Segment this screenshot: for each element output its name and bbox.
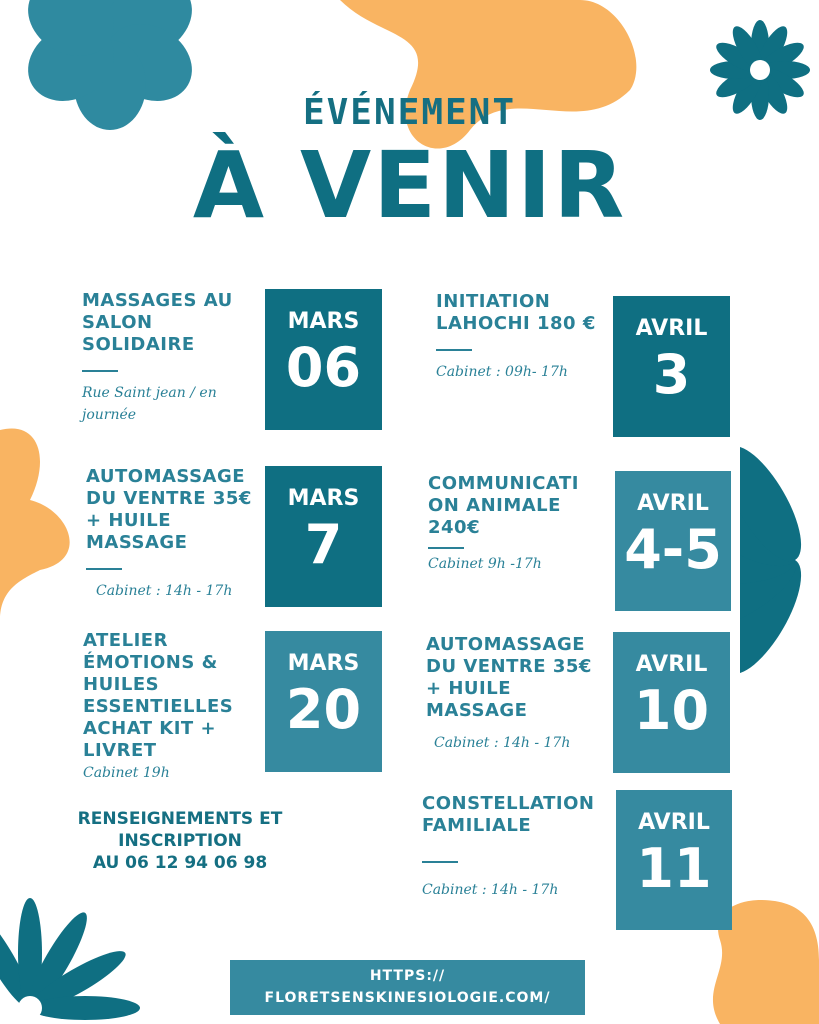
date-box — [616, 790, 732, 930]
event-detail: Cabinet : 14h - 17h — [422, 882, 559, 898]
date-day: 11 — [636, 837, 712, 900]
flower-decoration-bottom-left — [0, 880, 160, 1024]
url-line-2: FLORETSENSKINESIOLOGIE.COM/ — [264, 990, 551, 1006]
title-line-1: ÉVÉNEMENT — [302, 92, 517, 133]
event-title: AUTOMASSAGE DU VENTRE 35€ + HUILE MASSAGE — [86, 466, 252, 553]
event-text — [82, 290, 257, 426]
event-text — [428, 473, 600, 575]
date-month: AVRIL — [635, 652, 708, 677]
event-title: AUTOMASSAGE DU VENTRE 35€ + HUILE MASSAGE — [426, 634, 592, 721]
event-text — [86, 466, 264, 602]
event-text — [422, 793, 612, 901]
date-box — [613, 296, 730, 437]
event-title: CONSTELLATION FAMILIALE — [422, 793, 595, 836]
divider — [422, 861, 458, 863]
url-line-1: HTTPS:// — [369, 968, 446, 984]
contact-label: RENSEIGNEMENTS ET INSCRIPTION — [77, 809, 283, 851]
event-text — [436, 291, 596, 383]
date-box — [265, 631, 382, 772]
event-detail: Cabinet 9h -17h — [428, 556, 542, 572]
event-detail: Cabinet : 09h- 17h — [436, 364, 568, 380]
event-detail: Cabinet 19h — [83, 765, 170, 781]
event-text — [426, 634, 601, 754]
date-month: MARS — [287, 486, 360, 511]
date-day: 7 — [304, 513, 343, 576]
contact-info — [55, 808, 305, 874]
event-title: INITIATION LAHOCHI 180 € — [436, 291, 596, 334]
date-month: AVRIL — [637, 491, 709, 516]
date-month: MARS — [287, 651, 360, 676]
date-month: AVRIL — [638, 810, 710, 835]
event-detail: Cabinet : 14h - 17h — [96, 583, 233, 599]
divider — [86, 568, 122, 570]
event-detail: Cabinet : 14h - 17h — [434, 735, 571, 751]
event-detail: Rue Saint jean / en journée — [82, 385, 217, 423]
date-box — [265, 289, 382, 430]
blob-decoration-left-orange — [0, 420, 90, 680]
event-text — [83, 630, 253, 784]
divider — [436, 349, 472, 351]
date-day: 4-5 — [624, 518, 722, 581]
flower-decoration-right — [740, 410, 819, 710]
date-day: 20 — [285, 678, 362, 741]
title-line-2: À VENIR — [192, 132, 627, 239]
date-day: 06 — [285, 336, 362, 399]
event-title: COMMUNICATI ON ANIMALE 240€ — [428, 473, 579, 538]
date-day: 10 — [633, 679, 710, 742]
date-day: 3 — [652, 343, 691, 406]
contact-phone[interactable]: AU 06 12 94 06 98 — [92, 853, 268, 873]
website-link[interactable] — [230, 960, 585, 1015]
date-month: MARS — [287, 309, 360, 334]
event-title: MASSAGES AU SALON SOLIDAIRE — [82, 290, 233, 355]
date-box — [265, 466, 382, 607]
date-month: AVRIL — [635, 316, 708, 341]
divider — [82, 370, 118, 372]
date-box — [613, 632, 730, 773]
date-box — [615, 471, 731, 611]
divider — [428, 547, 464, 549]
event-title: ATELIER ÉMOTIONS & HUILES ESSENTIELLES ACHAT KIT + LIVRET — [83, 630, 234, 761]
